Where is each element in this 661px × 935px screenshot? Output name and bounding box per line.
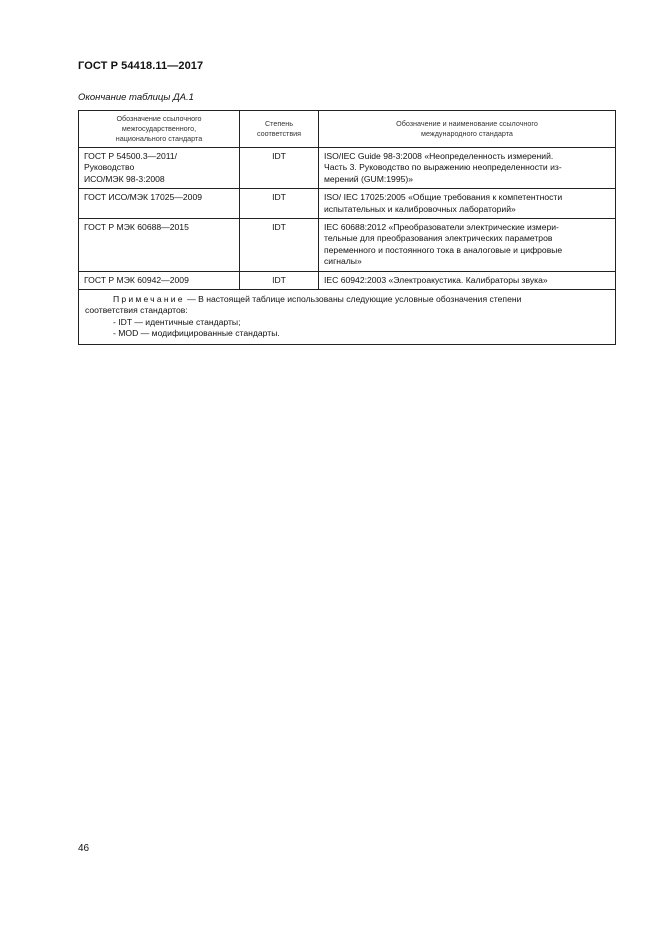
note-text-continuation: соответствия стандартов:	[85, 305, 188, 316]
national-standard-cell: ГОСТ Р МЭК 60688—2015	[79, 219, 240, 272]
table-row	[79, 271, 616, 289]
column-header-degree: Степень соответствия	[240, 111, 319, 148]
international-standard-cell: ISO/IEC Guide 98-3:2008 «Неопределенность измерений. Часть 3. Руководство по выражению неопределенности из- мерений (GUM:1995)»	[319, 148, 616, 189]
degree-cell: IDT	[240, 271, 319, 289]
document-code: ГОСТ Р 54418.11—2017	[78, 60, 204, 72]
note-text: — В настоящей таблице использованы следующие условные обозначения степени	[184, 294, 522, 305]
table-row	[79, 148, 616, 189]
column-header-international: Обозначение и наименование ссылочного международного стандарта	[319, 111, 616, 148]
table-note-row	[79, 290, 616, 345]
column-header-national: Обозначение ссылочного межгосударственного, национального стандарта	[79, 111, 240, 148]
note-label: Примечание	[113, 294, 185, 305]
international-standard-cell: ISO/ IEC 17025:2005 «Общие требования к компетентности испытательных и калибровочных лабораторий»	[319, 189, 616, 219]
note-list-item: - MOD — модифицированные стандарты.	[113, 328, 280, 339]
table-row	[79, 189, 616, 219]
page-number: 46	[78, 843, 90, 854]
degree-cell: IDT	[240, 148, 319, 189]
national-standard-cell: ГОСТ ИСО/МЭК 17025—2009	[79, 189, 240, 219]
table-row	[79, 219, 616, 272]
table-caption: Окончание таблицы ДА.1	[78, 92, 194, 103]
table-note	[79, 290, 616, 345]
degree-cell: IDT	[240, 189, 319, 219]
standards-table	[78, 110, 616, 345]
degree-cell: IDT	[240, 219, 319, 272]
note-list-item: - IDT — идентичные стандарты;	[113, 316, 241, 327]
international-standard-cell: IEC 60688:2012 «Преобразователи электрические измери- тельные для преобразования электрических параметров переменного и постоянного тока в аналоговые и цифровые сигналы»	[319, 219, 616, 272]
national-standard-cell: ГОСТ Р МЭК 60942—2009	[79, 271, 240, 289]
international-standard-cell: IEC 60942:2003 «Электроакустика. Калибраторы звука»	[319, 271, 616, 289]
table-header-row	[79, 111, 616, 148]
national-standard-cell: ГОСТ Р 54500.3—2011/ Руководство ИСО/МЭК 98-3:2008	[79, 148, 240, 189]
